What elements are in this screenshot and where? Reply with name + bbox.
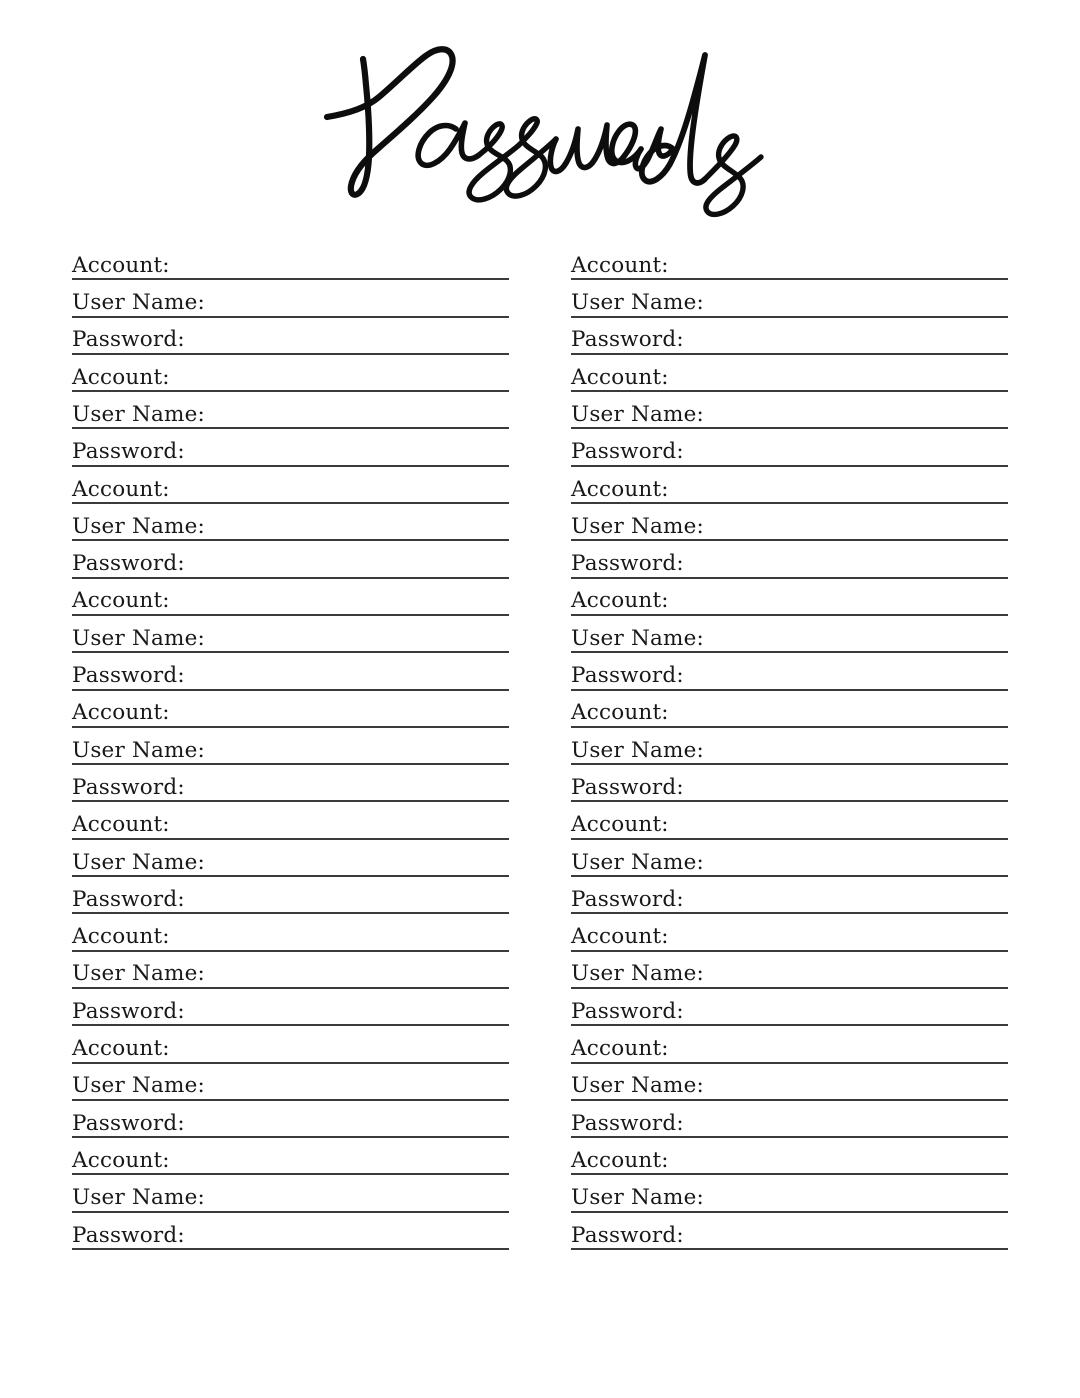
field-label: Password: bbox=[72, 551, 185, 577]
password-entry-columns bbox=[72, 243, 1008, 1250]
table-row[interactable] bbox=[571, 1213, 1008, 1250]
field-label: User Name: bbox=[571, 401, 704, 427]
field-label: Password: bbox=[72, 327, 185, 353]
field-label: Account: bbox=[72, 700, 170, 726]
field-label: User Name: bbox=[571, 1073, 704, 1099]
field-label: Account: bbox=[72, 924, 170, 950]
table-row[interactable] bbox=[571, 1175, 1008, 1212]
field-label: User Name: bbox=[571, 513, 704, 539]
table-row[interactable] bbox=[571, 1026, 1008, 1063]
field-label: Account: bbox=[571, 252, 669, 278]
table-row[interactable] bbox=[571, 1138, 1008, 1175]
table-row[interactable] bbox=[571, 728, 1008, 765]
field-label: Password: bbox=[72, 998, 185, 1024]
table-row[interactable] bbox=[72, 914, 509, 951]
table-row[interactable] bbox=[571, 429, 1008, 466]
field-label: Password: bbox=[72, 439, 185, 465]
field-label: Account: bbox=[72, 812, 170, 838]
table-row[interactable] bbox=[571, 392, 1008, 429]
table-row[interactable] bbox=[72, 802, 509, 839]
field-label: User Name: bbox=[72, 513, 205, 539]
table-row[interactable] bbox=[72, 392, 509, 429]
field-label: User Name: bbox=[72, 1073, 205, 1099]
table-row[interactable] bbox=[72, 579, 509, 616]
table-row[interactable] bbox=[571, 691, 1008, 728]
field-label: Password: bbox=[72, 1222, 185, 1248]
field-label: Password: bbox=[571, 439, 684, 465]
table-row[interactable] bbox=[571, 541, 1008, 578]
table-row[interactable] bbox=[72, 691, 509, 728]
table-row[interactable] bbox=[571, 318, 1008, 355]
table-row[interactable] bbox=[571, 467, 1008, 504]
field-label: Password: bbox=[571, 1110, 684, 1136]
field-label: User Name: bbox=[72, 290, 205, 316]
table-row[interactable] bbox=[571, 877, 1008, 914]
field-label: User Name: bbox=[72, 625, 205, 651]
table-row[interactable] bbox=[571, 914, 1008, 951]
field-label: Password: bbox=[72, 774, 185, 800]
table-row[interactable] bbox=[72, 1175, 509, 1212]
table-row[interactable] bbox=[571, 280, 1008, 317]
field-label: Password: bbox=[72, 663, 185, 689]
field-label: User Name: bbox=[72, 1185, 205, 1211]
field-label: Password: bbox=[571, 551, 684, 577]
table-row[interactable] bbox=[72, 1101, 509, 1138]
table-row[interactable] bbox=[571, 840, 1008, 877]
page-title bbox=[0, 34, 1080, 224]
table-row[interactable] bbox=[72, 467, 509, 504]
table-row[interactable] bbox=[72, 952, 509, 989]
table-row[interactable] bbox=[72, 429, 509, 466]
field-label: Account: bbox=[571, 1147, 669, 1173]
passwords-script-title bbox=[305, 37, 775, 222]
table-row[interactable] bbox=[72, 541, 509, 578]
field-label: Password: bbox=[571, 1222, 684, 1248]
table-row[interactable] bbox=[72, 616, 509, 653]
table-row[interactable] bbox=[72, 765, 509, 802]
field-label: Account: bbox=[571, 476, 669, 502]
field-label: User Name: bbox=[72, 737, 205, 763]
field-label: Account: bbox=[571, 588, 669, 614]
table-row[interactable] bbox=[72, 280, 509, 317]
field-label: Password: bbox=[571, 886, 684, 912]
table-row[interactable] bbox=[72, 877, 509, 914]
field-label: Account: bbox=[72, 588, 170, 614]
table-row[interactable] bbox=[72, 840, 509, 877]
field-label: Password: bbox=[571, 663, 684, 689]
table-row[interactable] bbox=[72, 1064, 509, 1101]
table-row[interactable] bbox=[571, 765, 1008, 802]
table-row[interactable] bbox=[72, 728, 509, 765]
table-row[interactable] bbox=[571, 952, 1008, 989]
field-label: Account: bbox=[571, 1036, 669, 1062]
table-row[interactable] bbox=[72, 1138, 509, 1175]
field-label: Account: bbox=[72, 252, 170, 278]
field-label: Account: bbox=[72, 476, 170, 502]
table-row[interactable] bbox=[72, 504, 509, 541]
table-row[interactable] bbox=[571, 616, 1008, 653]
field-label: User Name: bbox=[571, 290, 704, 316]
field-label: Password: bbox=[571, 327, 684, 353]
table-row[interactable] bbox=[571, 504, 1008, 541]
field-label: Password: bbox=[72, 886, 185, 912]
table-row[interactable] bbox=[571, 355, 1008, 392]
field-label: User Name: bbox=[571, 1185, 704, 1211]
field-label: Password: bbox=[72, 1110, 185, 1136]
table-row[interactable] bbox=[571, 989, 1008, 1026]
field-label: Account: bbox=[571, 924, 669, 950]
field-label: User Name: bbox=[72, 849, 205, 875]
field-label: Account: bbox=[571, 812, 669, 838]
right-column bbox=[571, 243, 1008, 1250]
field-label: Account: bbox=[72, 1036, 170, 1062]
field-label: User Name: bbox=[571, 849, 704, 875]
table-row[interactable] bbox=[72, 653, 509, 690]
table-row[interactable] bbox=[571, 243, 1008, 280]
field-label: Account: bbox=[72, 364, 170, 390]
field-label: User Name: bbox=[72, 401, 205, 427]
table-row[interactable] bbox=[72, 1026, 509, 1063]
table-row[interactable] bbox=[72, 243, 509, 280]
table-row[interactable] bbox=[571, 579, 1008, 616]
table-row[interactable] bbox=[72, 1213, 509, 1250]
field-label: Account: bbox=[72, 1147, 170, 1173]
field-label: Account: bbox=[571, 700, 669, 726]
field-label: User Name: bbox=[571, 961, 704, 987]
table-row[interactable] bbox=[571, 1101, 1008, 1138]
table-row[interactable] bbox=[72, 318, 509, 355]
field-label: Password: bbox=[571, 998, 684, 1024]
field-label: Account: bbox=[571, 364, 669, 390]
field-label: User Name: bbox=[571, 625, 704, 651]
field-label: User Name: bbox=[72, 961, 205, 987]
table-row[interactable] bbox=[72, 989, 509, 1026]
left-column bbox=[72, 243, 509, 1250]
table-row[interactable] bbox=[571, 653, 1008, 690]
table-row[interactable] bbox=[571, 1064, 1008, 1101]
table-row[interactable] bbox=[571, 802, 1008, 839]
table-row[interactable] bbox=[72, 355, 509, 392]
field-label: User Name: bbox=[571, 737, 704, 763]
field-label: Password: bbox=[571, 774, 684, 800]
